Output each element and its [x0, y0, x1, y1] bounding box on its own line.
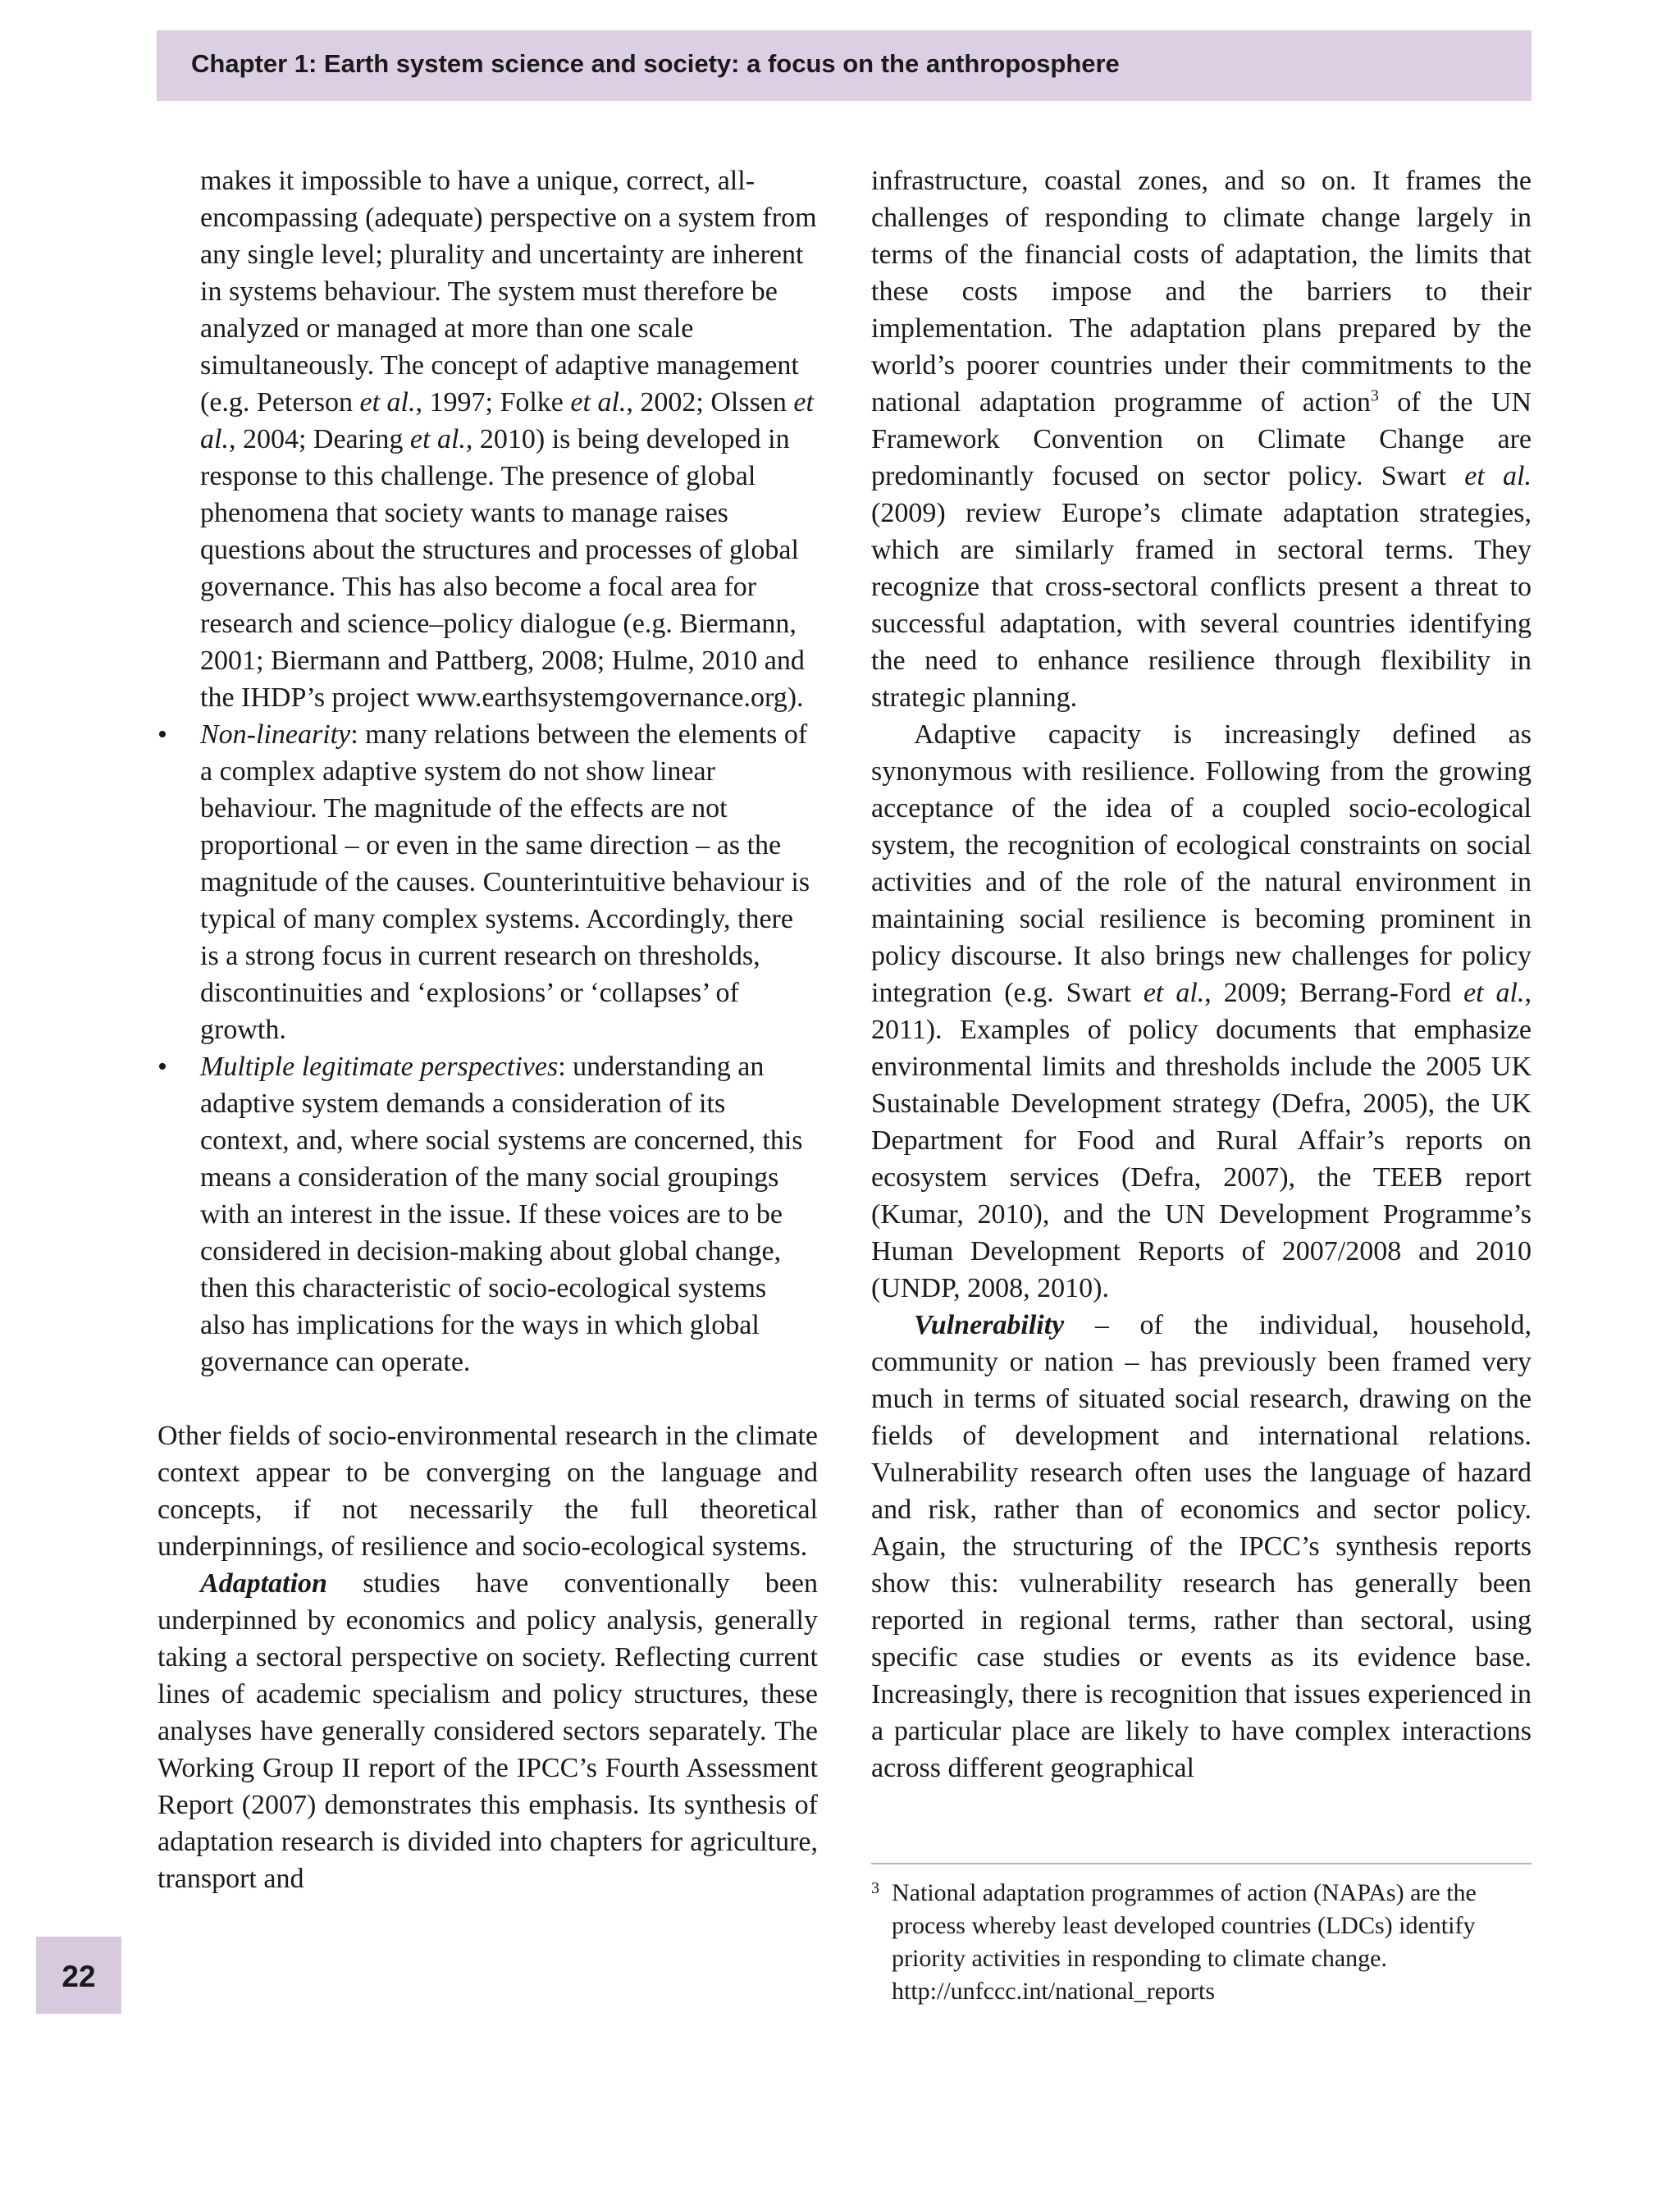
- continuation-paragraph: [158, 162, 818, 716]
- footnote-rule: [871, 1863, 1532, 1864]
- left-column: [158, 162, 818, 1897]
- run-text: makes it impossible to have a unique, correct, all-encompassing (adequate) perspective on a system from any single level; plurality and uncertainty are inherent in systems behaviour. The system must therefore be analyzed or managed at more than one scale simultaneously. The concept of adaptive management (e.g. Peterson: [200, 166, 817, 418]
- run-text: of the UN Framework Convention on Climate Change are predominantly focused on sector policy. Swart: [871, 387, 1532, 491]
- page-number: 22: [62, 1960, 96, 1993]
- chapter-title: Chapter 1: Earth system science and society: a focus on the anthroposphere: [191, 49, 1120, 78]
- paragraph-adaptation: [158, 1565, 818, 1897]
- running-header: [157, 30, 1532, 101]
- run-text: (2009) review Europe’s climate adaptation strategies, which are similarly framed in sectoral terms. They recognize that cross-sectoral conflicts present a threat to successful adaptation, with several countries identifying the need to enhance resilience through flexibility in strategic planning.: [871, 498, 1532, 713]
- paragraph-infrastructure: [871, 162, 1532, 716]
- bullet-list: [158, 716, 818, 1381]
- run-italic: et al.: [409, 424, 466, 454]
- run-italic: Multiple legitimate perspectives: [200, 1052, 559, 1082]
- paragraph-vulnerability: [871, 1307, 1532, 1787]
- run-text: : understanding an adaptive system demands a consideration of its context, and, where social systems are concerned, this means a consideration of the many social groupings with an interest in the issue. If these voices are to be considered in decision-making about global change, then this characteristic of socio-ecological systems also has implications for the ways in which global governance can operate.: [200, 1052, 803, 1377]
- bullet-non-linearity: [158, 716, 818, 1048]
- right-column: [871, 162, 1532, 1787]
- run-text: studies have conventionally been underpinned by economics and policy analysis, generally taking a sectoral perspective on society. Reflecting current lines of academic specialism and policy structures, these analyses have generally considered sectors separately. The Working Group II report of the IPCC’s Fourth Assessment Report (2007) demonstrates this emphasis. Its synthesis of adaptation research is divided into chapters for agriculture, transport and: [158, 1568, 818, 1894]
- footnote-marker: 3: [871, 1879, 879, 1897]
- footnote: [871, 1877, 1532, 2008]
- page-number-box: [36, 1937, 121, 2014]
- run-text: Adaptive capacity is increasingly defined as synonymous with resilience. Following from the growing acceptance of the idea of a coupled socio-ecological system, the recognition of ecological constraints on social activities and of the role of the natural environment in maintaining social resilience is becoming prominent in policy discourse. It also brings new challenges for policy integration (e.g. Swart: [871, 719, 1532, 1008]
- footnote-text: National adaptation programmes of action (NAPAs) are the process whereby least developed countries (LDCs) identify priority activities in responding to climate change. http://unfccc.int/national_reports: [892, 1879, 1477, 2005]
- bullet-multiple-perspectives: [158, 1048, 818, 1381]
- run-text: , 2009; Berrang-Ford: [1204, 978, 1464, 1008]
- run-text: , 2004; Dearing: [228, 424, 410, 454]
- run-heading: Adaptation: [200, 1568, 327, 1599]
- paragraph-adaptive-capacity: [871, 716, 1532, 1307]
- footnote-ref: 3: [1370, 386, 1379, 405]
- run-italic: et al.: [570, 387, 627, 418]
- run-italic: et al.: [359, 387, 416, 418]
- run-text: infrastructure, coastal zones, and so on. It frames the challenges of responding to climate change largely in terms of the financial costs of adaptation, the limits that these costs impose and the barriers to their implementation. The adaptation plans prepared by the world’s poorer countries under their commitments to the national adaptation programme of action: [871, 166, 1532, 418]
- run-heading: Vulnerability: [914, 1310, 1065, 1340]
- run-italic: et al.: [200, 387, 814, 454]
- run-italic: et al.: [1143, 978, 1205, 1008]
- run-italic: Non-linearity: [200, 719, 351, 750]
- run-italic: et al.: [1464, 461, 1532, 491]
- run-text: , 2011). Examples of policy documents that emphasize environmental limits and thresholds include the 2005 UK Sustainable Development strategy (Defra, 2005), the UK Department for Food and Rural Affair’s reports on ecosystem services (Defra, 2007), the TEEB report (Kumar, 2010), and the UN Development Programme’s Human Development Reports of 2007/2008 and 2010 (UNDP, 2008, 2010).: [871, 978, 1532, 1303]
- run-text: , 2002; Olssen: [626, 387, 794, 418]
- run-text: , 1997; Folke: [415, 387, 571, 418]
- run-text: : many relations between the elements of a complex adaptive system do not show linear behaviour. The magnitude of the effects are not proportional – or even in the same direction – as the magnitude of the causes. Counterintuitive behaviour is typical of many complex systems. Accordingly, there is a strong focus in current research on thresholds, discontinuities and ‘explosions’ or ‘collapses’ of growth.: [200, 719, 810, 1045]
- run-italic: et al.: [1463, 978, 1525, 1008]
- run-text: , 2010) is being developed in response to this challenge. The presence of global phenomena that society wants to manage raises questions about the structures and processes of global governance. This has also become a focal area for research and science–policy dialogue (e.g. Biermann, 2001; Biermann and Pattberg, 2008; Hulme, 2010 and the IHDP’s project www.earthsystemgovernance.org).: [200, 424, 805, 713]
- paragraph-other-fields: [158, 1417, 818, 1565]
- run-text: Other fields of socio-environmental research in the climate context appear to be converging on the language and concepts, if not necessarily the full theoretical underpinnings, of resilience and socio-ecological systems.: [158, 1421, 818, 1562]
- run-text: – of the individual, household, community or nation – has previously been framed very much in terms of situated social research, drawing on the fields of development and international relations. Vulnerability research often uses the language of hazard and risk, rather than of economics and sector policy. Again, the structuring of the IPCC’s synthesis reports show this: vulnerability research has generally been reported in regional terms, rather than sectoral, using specific case studies or events as its evidence base. Increasingly, there is recognition that issues experienced in a particular place are likely to have complex interactions across different geographical: [871, 1310, 1532, 1783]
